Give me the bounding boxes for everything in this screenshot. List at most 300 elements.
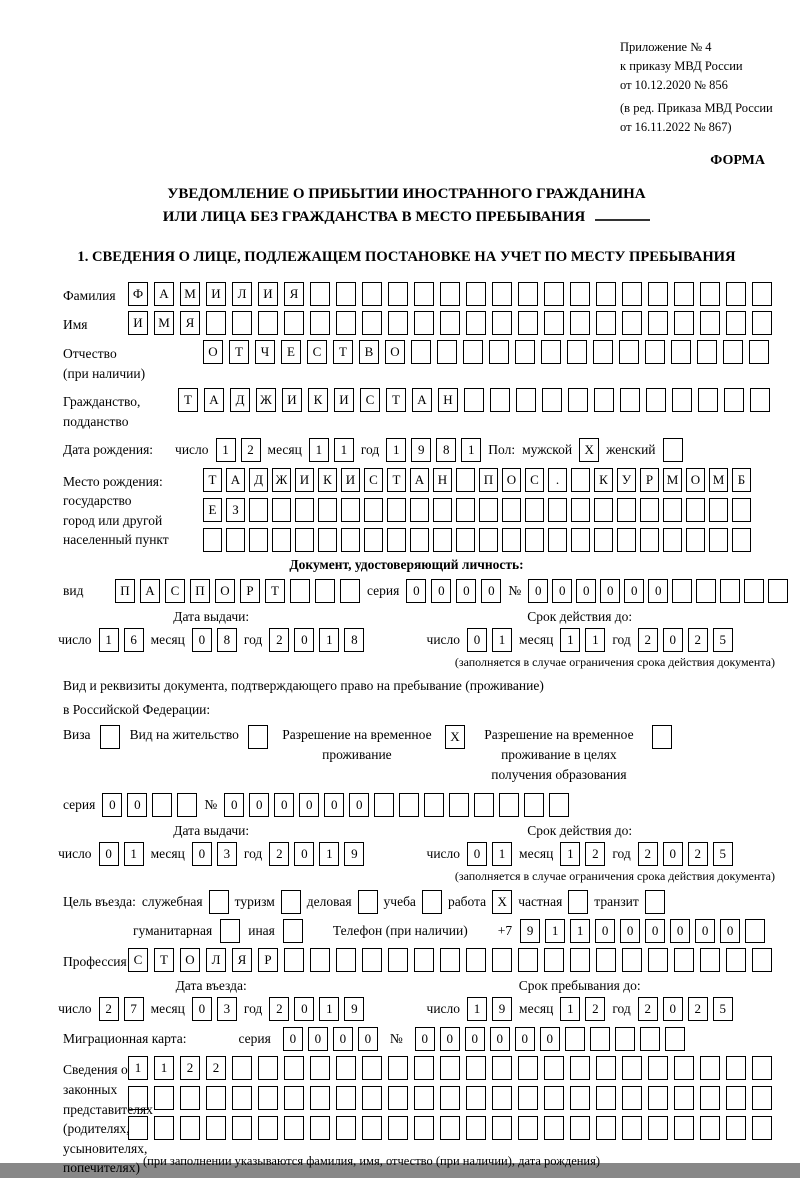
char-cell[interactable] [726,1116,746,1140]
char-cell[interactable]: 0 [249,793,269,817]
char-cell[interactable]: 2 [269,842,289,866]
char-cell[interactable] [315,579,335,603]
char-cell[interactable] [206,1116,226,1140]
char-cell[interactable] [492,1116,512,1140]
char-cell[interactable]: 2 [241,438,261,462]
char-cell[interactable] [492,1086,512,1110]
char-cell[interactable] [456,528,475,552]
char-cell[interactable] [258,1116,278,1140]
char-cell[interactable]: 9 [520,919,540,943]
char-cell[interactable] [284,1056,304,1080]
char-cell[interactable]: 0 [670,919,690,943]
char-cell[interactable]: О [203,340,223,364]
char-cell[interactable]: 8 [344,628,364,652]
char-cell[interactable]: 0 [465,1027,485,1051]
char-cell[interactable] [648,948,668,972]
char-cell[interactable] [479,498,498,522]
char-cell[interactable] [479,528,498,552]
char-cell[interactable]: Л [206,948,226,972]
char-cell[interactable] [726,1056,746,1080]
char-cell[interactable] [663,528,682,552]
char-cell[interactable]: 2 [638,628,658,652]
char-cell[interactable] [492,1056,512,1080]
char-cell[interactable] [249,498,268,522]
char-cell[interactable] [622,1086,642,1110]
char-cell[interactable] [723,340,743,364]
char-cell[interactable]: Д [230,388,250,412]
char-cell[interactable] [648,1086,668,1110]
char-cell[interactable] [232,311,252,335]
char-cell[interactable] [570,948,590,972]
char-cell[interactable]: 6 [124,628,144,652]
char-cell[interactable] [570,1116,590,1140]
char-cell[interactable] [596,1086,616,1110]
char-cell[interactable] [665,1027,685,1051]
char-cell[interactable] [492,282,512,306]
char-cell[interactable] [516,388,536,412]
char-cell[interactable] [466,948,486,972]
char-cell[interactable] [752,311,772,335]
char-cell[interactable]: 0 [192,997,212,1021]
char-cell[interactable]: 9 [492,997,512,1021]
char-cell[interactable] [518,1056,538,1080]
char-cell[interactable] [203,528,222,552]
char-cell[interactable]: М [180,282,200,306]
char-cell[interactable] [128,1116,148,1140]
char-cell[interactable]: 1 [386,438,406,462]
purpose-tourism-checkbox[interactable] [281,890,301,914]
char-cell[interactable] [645,340,665,364]
char-cell[interactable] [180,1086,200,1110]
char-cell[interactable] [674,1086,694,1110]
char-cell[interactable]: 2 [585,842,605,866]
char-cell[interactable] [440,1116,460,1140]
char-cell[interactable] [700,1116,720,1140]
char-cell[interactable]: К [594,468,613,492]
char-cell[interactable]: 5 [713,997,733,1021]
char-cell[interactable] [700,1086,720,1110]
char-cell[interactable] [518,1086,538,1110]
char-cell[interactable] [544,1116,564,1140]
char-cell[interactable] [310,1116,330,1140]
char-cell[interactable] [596,282,616,306]
char-cell[interactable]: 9 [344,842,364,866]
char-cell[interactable] [518,311,538,335]
char-cell[interactable]: 1 [545,919,565,943]
char-cell[interactable] [726,948,746,972]
char-cell[interactable] [232,1056,252,1080]
char-cell[interactable]: И [206,282,226,306]
char-cell[interactable] [272,498,291,522]
char-cell[interactable]: 0 [415,1027,435,1051]
char-cell[interactable]: 0 [595,919,615,943]
purpose-work-checkbox[interactable]: X [492,890,512,914]
char-cell[interactable]: 0 [490,1027,510,1051]
char-cell[interactable] [284,311,304,335]
char-cell[interactable] [206,1086,226,1110]
char-cell[interactable]: И [295,468,314,492]
char-cell[interactable]: 0 [620,919,640,943]
char-cell[interactable]: Ж [272,468,291,492]
purpose-private-checkbox[interactable] [568,890,588,914]
char-cell[interactable] [180,1116,200,1140]
char-cell[interactable] [492,311,512,335]
char-cell[interactable]: Т [229,340,249,364]
char-cell[interactable]: 5 [713,842,733,866]
char-cell[interactable]: С [307,340,327,364]
char-cell[interactable] [414,311,434,335]
char-cell[interactable]: 0 [576,579,596,603]
char-cell[interactable]: А [410,468,429,492]
char-cell[interactable] [726,1086,746,1110]
char-cell[interactable]: 0 [192,842,212,866]
char-cell[interactable]: 2 [585,997,605,1021]
char-cell[interactable]: Е [281,340,301,364]
char-cell[interactable] [525,498,544,522]
char-cell[interactable]: О [385,340,405,364]
char-cell[interactable]: Л [232,282,252,306]
char-cell[interactable] [440,948,460,972]
char-cell[interactable] [411,340,431,364]
char-cell[interactable] [440,311,460,335]
char-cell[interactable] [594,388,614,412]
char-cell[interactable] [700,1056,720,1080]
char-cell[interactable] [518,282,538,306]
char-cell[interactable] [744,579,764,603]
char-cell[interactable] [648,1116,668,1140]
char-cell[interactable] [466,1086,486,1110]
char-cell[interactable] [362,1086,382,1110]
char-cell[interactable] [466,1116,486,1140]
char-cell[interactable] [463,340,483,364]
char-cell[interactable]: 0 [456,579,476,603]
char-cell[interactable]: Т [387,468,406,492]
char-cell[interactable]: Ч [255,340,275,364]
char-cell[interactable]: 8 [217,628,237,652]
char-cell[interactable] [752,948,772,972]
char-cell[interactable]: М [154,311,174,335]
char-cell[interactable] [646,388,666,412]
char-cell[interactable]: 5 [713,628,733,652]
char-cell[interactable] [648,1056,668,1080]
char-cell[interactable] [226,528,245,552]
temp-residence-checkbox[interactable]: X [445,725,465,749]
char-cell[interactable] [620,388,640,412]
char-cell[interactable]: 0 [552,579,572,603]
char-cell[interactable] [515,340,535,364]
char-cell[interactable] [696,579,716,603]
char-cell[interactable] [340,579,360,603]
char-cell[interactable]: 9 [411,438,431,462]
char-cell[interactable]: З [226,498,245,522]
char-cell[interactable]: 2 [688,842,708,866]
char-cell[interactable]: 2 [688,997,708,1021]
char-cell[interactable] [571,528,590,552]
char-cell[interactable] [362,311,382,335]
purpose-commercial-checkbox[interactable] [358,890,378,914]
char-cell[interactable] [590,1027,610,1051]
char-cell[interactable]: Я [232,948,252,972]
char-cell[interactable] [672,388,692,412]
char-cell[interactable] [364,528,383,552]
char-cell[interactable] [568,388,588,412]
char-cell[interactable] [709,528,728,552]
char-cell[interactable]: У [617,468,636,492]
char-cell[interactable] [700,282,720,306]
char-cell[interactable] [154,1116,174,1140]
char-cell[interactable] [593,340,613,364]
char-cell[interactable] [466,311,486,335]
char-cell[interactable]: А [204,388,224,412]
char-cell[interactable]: И [128,311,148,335]
char-cell[interactable] [502,528,521,552]
char-cell[interactable] [388,1056,408,1080]
char-cell[interactable] [541,340,561,364]
char-cell[interactable]: 0 [324,793,344,817]
residence-permit-checkbox[interactable] [248,725,268,749]
char-cell[interactable]: 1 [309,438,329,462]
char-cell[interactable]: 0 [294,628,314,652]
char-cell[interactable] [752,282,772,306]
char-cell[interactable]: Н [433,468,452,492]
char-cell[interactable] [272,528,291,552]
char-cell[interactable] [622,948,642,972]
char-cell[interactable] [310,282,330,306]
char-cell[interactable]: 1 [492,628,512,652]
char-cell[interactable] [596,1056,616,1080]
char-cell[interactable] [768,579,788,603]
char-cell[interactable]: 1 [570,919,590,943]
char-cell[interactable] [749,340,769,364]
char-cell[interactable] [640,498,659,522]
char-cell[interactable] [565,1027,585,1051]
char-cell[interactable] [258,1086,278,1110]
char-cell[interactable] [672,579,692,603]
char-cell[interactable] [310,1086,330,1110]
char-cell[interactable]: П [115,579,135,603]
char-cell[interactable] [464,388,484,412]
char-cell[interactable] [502,498,521,522]
char-cell[interactable] [518,1116,538,1140]
char-cell[interactable] [674,1116,694,1140]
char-cell[interactable] [362,1116,382,1140]
char-cell[interactable]: 2 [99,997,119,1021]
sex-female-checkbox[interactable] [663,438,683,462]
char-cell[interactable] [720,579,740,603]
char-cell[interactable] [544,1086,564,1110]
char-cell[interactable] [640,528,659,552]
char-cell[interactable]: И [341,468,360,492]
char-cell[interactable]: Р [258,948,278,972]
char-cell[interactable]: 0 [358,1027,378,1051]
char-cell[interactable] [388,1116,408,1140]
char-cell[interactable] [622,1116,642,1140]
char-cell[interactable] [663,498,682,522]
visa-checkbox[interactable] [100,725,120,749]
char-cell[interactable]: 2 [638,842,658,866]
char-cell[interactable] [648,282,668,306]
char-cell[interactable] [700,311,720,335]
char-cell[interactable]: Т [333,340,353,364]
char-cell[interactable]: К [318,468,337,492]
char-cell[interactable]: Б [732,468,751,492]
char-cell[interactable] [596,311,616,335]
char-cell[interactable]: 0 [406,579,426,603]
char-cell[interactable] [336,948,356,972]
char-cell[interactable] [341,528,360,552]
char-cell[interactable] [594,498,613,522]
char-cell[interactable]: О [215,579,235,603]
purpose-study-checkbox[interactable] [422,890,442,914]
char-cell[interactable] [336,282,356,306]
char-cell[interactable] [622,282,642,306]
char-cell[interactable] [524,793,544,817]
char-cell[interactable]: Д [249,468,268,492]
char-cell[interactable] [456,498,475,522]
char-cell[interactable] [437,340,457,364]
char-cell[interactable]: Н [438,388,458,412]
char-cell[interactable] [388,282,408,306]
char-cell[interactable]: 1 [216,438,236,462]
char-cell[interactable]: 0 [528,579,548,603]
char-cell[interactable] [492,948,512,972]
char-cell[interactable]: А [154,282,174,306]
char-cell[interactable]: . [548,468,567,492]
char-cell[interactable] [440,1086,460,1110]
char-cell[interactable]: С [165,579,185,603]
char-cell[interactable]: 1 [492,842,512,866]
char-cell[interactable] [414,1056,434,1080]
char-cell[interactable]: 7 [124,997,144,1021]
char-cell[interactable]: 0 [515,1027,535,1051]
char-cell[interactable]: 1 [99,628,119,652]
purpose-business-checkbox[interactable] [209,890,229,914]
char-cell[interactable]: 1 [334,438,354,462]
char-cell[interactable]: Я [180,311,200,335]
char-cell[interactable] [726,311,746,335]
char-cell[interactable] [456,468,475,492]
char-cell[interactable]: 0 [695,919,715,943]
char-cell[interactable]: С [128,948,148,972]
char-cell[interactable] [399,793,419,817]
char-cell[interactable] [414,282,434,306]
char-cell[interactable] [249,528,268,552]
char-cell[interactable] [750,388,770,412]
char-cell[interactable]: 1 [319,628,339,652]
char-cell[interactable]: Т [386,388,406,412]
char-cell[interactable] [548,528,567,552]
char-cell[interactable]: 0 [645,919,665,943]
char-cell[interactable]: 3 [217,842,237,866]
char-cell[interactable] [414,1086,434,1110]
char-cell[interactable]: 2 [206,1056,226,1080]
char-cell[interactable]: О [686,468,705,492]
char-cell[interactable] [295,528,314,552]
char-cell[interactable]: 0 [99,842,119,866]
char-cell[interactable] [648,311,668,335]
char-cell[interactable] [490,388,510,412]
char-cell[interactable]: 2 [269,997,289,1021]
char-cell[interactable]: О [180,948,200,972]
char-cell[interactable] [544,948,564,972]
char-cell[interactable]: 0 [299,793,319,817]
char-cell[interactable] [752,1116,772,1140]
char-cell[interactable]: П [190,579,210,603]
char-cell[interactable]: С [525,468,544,492]
char-cell[interactable]: 2 [638,997,658,1021]
char-cell[interactable] [295,498,314,522]
char-cell[interactable]: Р [240,579,260,603]
char-cell[interactable]: 0 [663,997,683,1021]
char-cell[interactable] [674,282,694,306]
char-cell[interactable]: Т [265,579,285,603]
char-cell[interactable]: 0 [283,1027,303,1051]
char-cell[interactable] [570,282,590,306]
char-cell[interactable]: 1 [467,997,487,1021]
char-cell[interactable]: 0 [467,842,487,866]
char-cell[interactable] [318,528,337,552]
char-cell[interactable]: А [226,468,245,492]
char-cell[interactable] [449,793,469,817]
purpose-transit-checkbox[interactable] [645,890,665,914]
char-cell[interactable]: И [282,388,302,412]
char-cell[interactable] [388,1086,408,1110]
char-cell[interactable]: 0 [431,579,451,603]
char-cell[interactable] [362,948,382,972]
char-cell[interactable] [336,1086,356,1110]
char-cell[interactable] [336,1056,356,1080]
char-cell[interactable] [567,340,587,364]
char-cell[interactable] [724,388,744,412]
char-cell[interactable]: Ж [256,388,276,412]
char-cell[interactable] [364,498,383,522]
char-cell[interactable] [570,1086,590,1110]
char-cell[interactable] [387,498,406,522]
char-cell[interactable]: 0 [663,842,683,866]
char-cell[interactable] [388,948,408,972]
char-cell[interactable] [290,579,310,603]
char-cell[interactable]: 0 [540,1027,560,1051]
char-cell[interactable] [410,498,429,522]
char-cell[interactable] [410,528,429,552]
char-cell[interactable] [374,793,394,817]
sex-male-checkbox[interactable]: X [579,438,599,462]
char-cell[interactable]: 0 [102,793,122,817]
char-cell[interactable]: 1 [154,1056,174,1080]
char-cell[interactable] [726,282,746,306]
char-cell[interactable] [544,1056,564,1080]
char-cell[interactable]: 0 [294,997,314,1021]
char-cell[interactable]: 0 [663,628,683,652]
char-cell[interactable] [571,468,590,492]
char-cell[interactable] [440,282,460,306]
char-cell[interactable] [745,919,765,943]
char-cell[interactable] [362,282,382,306]
char-cell[interactable]: Т [178,388,198,412]
char-cell[interactable]: 1 [319,842,339,866]
temp-residence-education-checkbox[interactable] [652,725,672,749]
char-cell[interactable]: 0 [127,793,147,817]
char-cell[interactable]: 0 [600,579,620,603]
char-cell[interactable] [489,340,509,364]
char-cell[interactable] [617,528,636,552]
char-cell[interactable] [258,311,278,335]
char-cell[interactable] [542,388,562,412]
char-cell[interactable]: 0 [192,628,212,652]
char-cell[interactable] [177,793,197,817]
char-cell[interactable] [414,1116,434,1140]
char-cell[interactable]: В [359,340,379,364]
